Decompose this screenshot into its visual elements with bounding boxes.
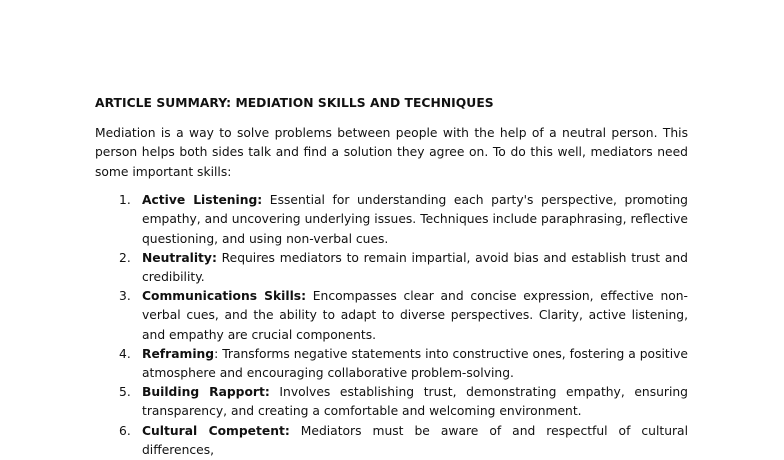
list-number: 4. [119, 346, 131, 361]
article-title: ARTICLE SUMMARY: MEDIATION SKILLS AND TECHNIQUES [95, 96, 494, 110]
skill-description: : Transforms negative statements into constructive ones, fostering a positive atmosphere and encouraging collaborative problem-solving. [142, 346, 688, 381]
list-number: 3. [119, 289, 131, 304]
skills-list [95, 191, 688, 460]
list-item [95, 287, 688, 345]
skill-description: Encompasses clear and concise expression, effective non-verbal cues, and the ability to adapt to diverse perspectives. Clarity, active listening, and empathy are crucial components. [142, 289, 688, 342]
skill-term: Reframing [142, 346, 215, 361]
skill-term: Cultural Competent: [142, 423, 290, 438]
skill-term: Active Listening: [142, 193, 263, 208]
intro-paragraph: Mediation is a way to solve problems between people with the help of a neutral person. This person helps both sides talk and find a solution they agree on. To do this well, mediators need some important skills: [95, 126, 688, 179]
list-number: 1. [119, 193, 131, 208]
skill-term: Communications Skills: [142, 289, 307, 304]
skill-description: Involves establishing trust, demonstrating empathy, ensuring transparency, and creating a comfortable and welcoming environment. [142, 385, 688, 419]
list-item [95, 249, 688, 287]
list-item [95, 383, 688, 421]
skill-description: Essential for understanding each party's perspective, promoting empathy, and uncovering underlying issues. Techniques include paraphrasing, reflective questioning, and using non-verbal cues. [142, 193, 688, 246]
skill-term: Neutrality: [142, 250, 217, 265]
list-item [95, 345, 688, 383]
skill-description: Mediators must be aware of and respectful of cultural differences, [142, 423, 688, 457]
list-item [95, 191, 688, 249]
article-content [95, 94, 688, 460]
list-item [95, 422, 688, 460]
list-number: 6. [119, 423, 131, 438]
skill-term: Building Rapport: [142, 385, 270, 400]
skill-description: Requires mediators to remain impartial, avoid bias and establish trust and credibility. [142, 250, 688, 285]
list-number: 5. [119, 385, 131, 400]
list-number: 2. [119, 250, 131, 265]
